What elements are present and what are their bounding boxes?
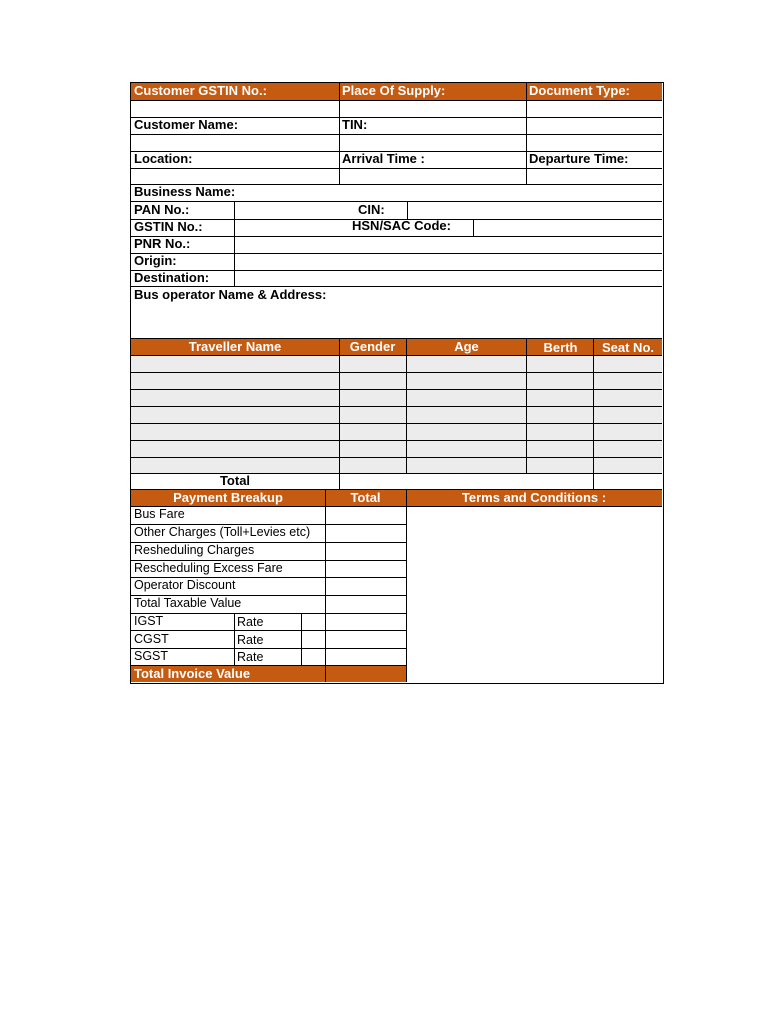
place-of-supply-label: Place Of Supply:: [342, 83, 446, 98]
location-label: Location:: [134, 151, 193, 166]
col-traveller-name: Traveller Name: [188, 339, 282, 354]
bus-operator-label: Bus operator Name & Address:: [134, 287, 327, 302]
col-berth: Berth: [543, 340, 578, 355]
fee-item: Resheduling Charges: [134, 543, 255, 557]
tax-name: SGST: [134, 649, 169, 663]
fee-item: Total Taxable Value: [134, 596, 242, 610]
invoice-form: [130, 82, 664, 684]
payment-breakup-header: Payment Breakup: [173, 490, 283, 505]
terms-header: Terms and Conditions :: [461, 490, 607, 505]
tax-rate-label: Rate: [237, 615, 264, 629]
payment-total-header: Total: [350, 490, 381, 505]
col-age: Age: [454, 339, 479, 354]
table-row: [131, 406, 662, 407]
tax-name: CGST: [134, 632, 169, 646]
customer-gstin-label: Customer GSTIN No.:: [134, 83, 267, 98]
destination-label: Destination:: [134, 270, 210, 285]
total-invoice-label: Total Invoice Value: [134, 666, 251, 681]
table-row: [131, 389, 662, 390]
table-row: [131, 372, 662, 373]
gstin-label: GSTIN No.:: [134, 219, 203, 234]
col-gender: Gender: [349, 339, 396, 354]
col-seat-no: Seat No.: [601, 340, 654, 355]
tax-rate-label: Rate: [237, 633, 264, 647]
business-name-label: Business Name:: [134, 184, 236, 199]
fee-item: Bus Fare: [134, 507, 185, 521]
hsn-sac-label: HSN/SAC Code:: [352, 218, 451, 233]
departure-time-label: Departure Time:: [529, 151, 629, 166]
arrival-time-label: Arrival Time :: [342, 151, 425, 166]
fee-item: Other Charges (Toll+Levies etc): [134, 525, 311, 539]
cin-label: CIN:: [358, 202, 385, 217]
tax-name: IGST: [134, 614, 164, 628]
document-type-label: Document Type:: [529, 83, 630, 98]
tin-label: TIN:: [342, 117, 368, 132]
table-row: [131, 440, 662, 441]
table-row: [131, 423, 662, 424]
pan-label: PAN No.:: [134, 202, 190, 217]
tax-rate-label: Rate: [237, 650, 264, 664]
table-row: [131, 457, 662, 458]
pnr-label: PNR No.:: [134, 236, 191, 251]
traveller-total-label: Total: [219, 473, 251, 488]
fee-item: Operator Discount: [134, 578, 236, 592]
customer-name-label: Customer Name:: [134, 117, 239, 132]
fee-item: Rescheduling Excess Fare: [134, 561, 283, 575]
origin-label: Origin:: [134, 253, 177, 268]
